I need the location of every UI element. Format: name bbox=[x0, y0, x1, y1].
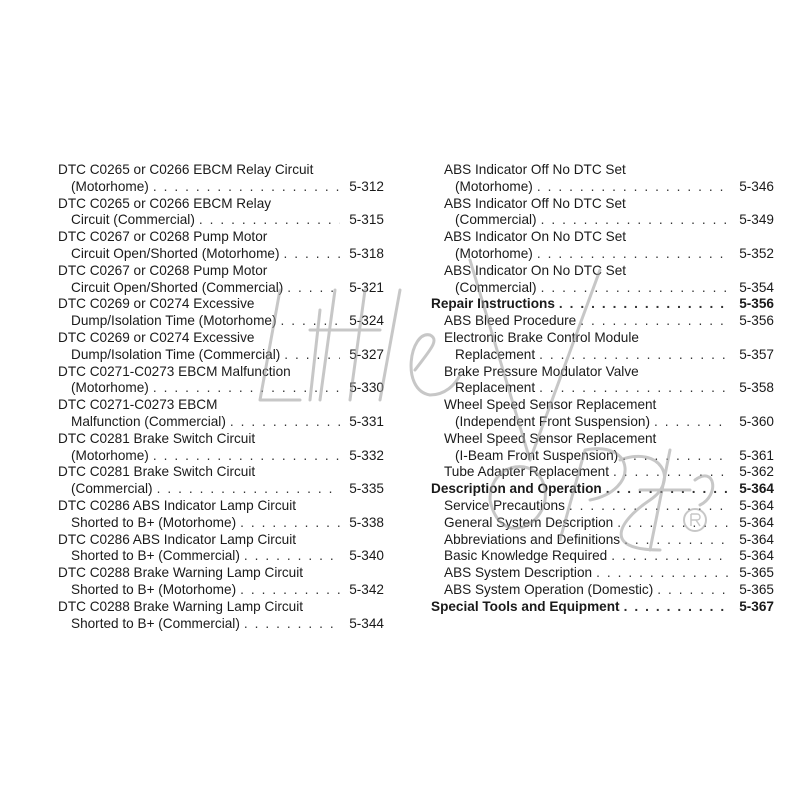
toc-entry[interactable] bbox=[431, 330, 774, 364]
toc-entry-title: ABS Indicator Off No DTC Set bbox=[444, 162, 626, 177]
toc-entry-line bbox=[431, 448, 774, 465]
leader-dots bbox=[657, 582, 730, 599]
toc-entry-line bbox=[431, 548, 774, 565]
toc-entry-title: Brake Pressure Modulator Valve bbox=[444, 363, 639, 379]
toc-entry-line bbox=[58, 599, 384, 616]
leader-dots bbox=[613, 464, 730, 481]
toc-entry-line bbox=[58, 532, 384, 549]
toc-entry-line bbox=[431, 515, 774, 532]
toc-entry-line bbox=[431, 246, 774, 263]
toc-page-number: 5-327 bbox=[349, 346, 384, 362]
toc-entry[interactable] bbox=[58, 565, 384, 599]
toc-entry-title: DTC C0265 or C0266 EBCM Relay bbox=[58, 195, 272, 211]
toc-entry-title: Repair Instructions bbox=[431, 296, 555, 312]
toc-entry-line bbox=[431, 364, 774, 381]
leader-dots bbox=[569, 498, 730, 515]
toc-entry-line bbox=[58, 414, 384, 431]
toc-entry-line bbox=[58, 616, 384, 633]
toc-page-number: 5-352 bbox=[739, 245, 774, 261]
toc-entry-title: Tube Adapter Replacement bbox=[444, 464, 609, 480]
toc-entry-title: Description and Operation bbox=[431, 481, 602, 497]
toc-entry-line bbox=[58, 464, 384, 481]
toc-entry-title: ABS Indicator On No DTC Set bbox=[444, 262, 627, 278]
toc-entry[interactable] bbox=[58, 364, 384, 398]
toc-page-number: 5-365 bbox=[739, 565, 774, 581]
toc-entry[interactable] bbox=[58, 431, 384, 465]
leader-dots bbox=[541, 280, 730, 297]
toc-page-number: 5-356 bbox=[739, 296, 774, 312]
toc-entry[interactable] bbox=[431, 481, 774, 498]
leader-dots bbox=[284, 246, 340, 263]
leader-dots bbox=[622, 448, 730, 465]
toc-entry-title: (Motorhome) bbox=[71, 178, 149, 194]
toc-entry-title: DTC C0271-C0273 EBCM Malfunction bbox=[58, 363, 291, 379]
leader-dots bbox=[541, 212, 730, 229]
toc-entry-line bbox=[58, 280, 384, 297]
leader-dots bbox=[537, 246, 730, 263]
toc-entry-title: (Independent Front Suspension) bbox=[455, 413, 650, 429]
toc-entry-line bbox=[431, 162, 774, 179]
toc-entry-title: ABS System Operation (Domestic) bbox=[444, 581, 654, 597]
toc-page-number: 5-330 bbox=[349, 380, 384, 396]
toc-entry-title: Wheel Speed Sensor Replacement bbox=[444, 430, 657, 446]
toc-entry[interactable] bbox=[58, 196, 384, 230]
toc-page-number: 5-342 bbox=[349, 581, 384, 597]
toc-entry[interactable] bbox=[431, 364, 774, 398]
toc-entry-line bbox=[431, 481, 774, 498]
toc-entry[interactable] bbox=[58, 229, 384, 263]
toc-entry-line bbox=[58, 515, 384, 532]
toc-entry-line bbox=[58, 212, 384, 229]
toc-entry-line bbox=[58, 313, 384, 330]
toc-entry-title: Dump/Isolation Time (Commercial) bbox=[71, 346, 281, 362]
leader-dots bbox=[580, 313, 730, 330]
toc-entry-line bbox=[58, 229, 384, 246]
toc-entry[interactable] bbox=[431, 515, 774, 532]
toc-entry-line bbox=[431, 397, 774, 414]
toc-entry-title: Basic Knowledge Required bbox=[444, 548, 608, 564]
toc-entry-title: ABS Indicator On No DTC Set bbox=[444, 229, 627, 245]
toc-entry-line bbox=[431, 313, 774, 330]
toc-entry-line bbox=[431, 296, 774, 313]
toc-entry-title: (Motorhome) bbox=[455, 178, 533, 194]
toc-entry-line bbox=[58, 481, 384, 498]
toc-entry-title: (Motorhome) bbox=[455, 245, 533, 261]
toc-entry-title: (Motorhome) bbox=[71, 447, 149, 463]
toc-page-number: 5-335 bbox=[349, 481, 384, 497]
toc-right-column bbox=[431, 162, 774, 616]
toc-entry-title: Circuit Open/Shorted (Motorhome) bbox=[71, 245, 280, 261]
toc-page-number: 5-367 bbox=[739, 598, 774, 614]
toc-entry-line bbox=[58, 330, 384, 347]
leader-dots bbox=[244, 616, 340, 633]
toc-left-column bbox=[58, 162, 384, 632]
toc-entry-title: DTC C0281 Brake Switch Circuit bbox=[58, 430, 256, 446]
toc-entry-title: (Commercial) bbox=[455, 279, 537, 295]
toc-entry-line bbox=[431, 464, 774, 481]
toc-page-number: 5-364 bbox=[739, 514, 774, 530]
toc-page-number: 5-361 bbox=[739, 447, 774, 463]
toc-entry[interactable] bbox=[58, 599, 384, 633]
toc-entry[interactable] bbox=[58, 162, 384, 196]
toc-entry-title: ABS Bleed Procedure bbox=[444, 313, 577, 329]
toc-entry-line bbox=[58, 162, 384, 179]
toc-entry-line bbox=[431, 229, 774, 246]
toc-entry-line bbox=[58, 380, 384, 397]
toc-entry-title: (Motorhome) bbox=[71, 380, 149, 396]
leader-dots bbox=[240, 582, 340, 599]
toc-entry-title: Replacement bbox=[455, 380, 536, 396]
toc-page-number: 5-340 bbox=[349, 548, 384, 564]
toc-entry-title: Shorted to B+ (Motorhome) bbox=[71, 514, 237, 530]
toc-page-number: 5-349 bbox=[739, 212, 774, 228]
toc-entry[interactable] bbox=[431, 263, 774, 297]
toc-entry-title: DTC C0286 ABS Indicator Lamp Circuit bbox=[58, 497, 296, 513]
toc-page-number: 5-364 bbox=[739, 531, 774, 547]
toc-entry-title: Electronic Brake Control Module bbox=[444, 329, 639, 345]
toc-page-number: 5-362 bbox=[739, 464, 774, 480]
toc-entry-line bbox=[431, 599, 774, 616]
toc-entry-line bbox=[58, 196, 384, 213]
toc-entry-title: DTC C0267 or C0268 Pump Motor bbox=[58, 262, 268, 278]
toc-page-number: 5-331 bbox=[349, 413, 384, 429]
toc-entry-line bbox=[431, 414, 774, 431]
leader-dots bbox=[153, 448, 340, 465]
toc-entry-line bbox=[58, 246, 384, 263]
toc-entry[interactable] bbox=[58, 397, 384, 431]
toc-page-number: 5-315 bbox=[349, 212, 384, 228]
toc-entry-title: Dump/Isolation Time (Motorhome) bbox=[71, 313, 277, 329]
leader-dots bbox=[157, 481, 340, 498]
toc-entry-line bbox=[58, 179, 384, 196]
toc-page-number: 5-312 bbox=[349, 178, 384, 194]
toc-entry[interactable] bbox=[431, 431, 774, 465]
toc-page-number: 5-332 bbox=[349, 447, 384, 463]
toc-entry-line bbox=[431, 212, 774, 229]
toc-entry-line bbox=[58, 431, 384, 448]
toc-page-number: 5-324 bbox=[349, 313, 384, 329]
leader-dots bbox=[537, 179, 730, 196]
toc-entry-line bbox=[431, 179, 774, 196]
toc-entry-title: DTC C0271-C0273 EBCM bbox=[58, 397, 218, 413]
toc-entry[interactable] bbox=[431, 548, 774, 565]
toc-entry-title: Wheel Speed Sensor Replacement bbox=[444, 397, 657, 413]
toc-page-number: 5-354 bbox=[739, 279, 774, 295]
toc-entry-line bbox=[58, 347, 384, 364]
toc-entry-title: (I-Beam Front Suspension) bbox=[455, 447, 619, 463]
toc-entry-title: Shorted to B+ (Commercial) bbox=[71, 615, 240, 631]
leader-dots bbox=[153, 179, 340, 196]
leader-dots bbox=[284, 347, 340, 364]
leader-dots bbox=[596, 565, 730, 582]
toc-entry-line bbox=[431, 330, 774, 347]
leader-dots bbox=[244, 548, 340, 565]
toc-entry-line bbox=[431, 196, 774, 213]
toc-entry-title: DTC C0281 Brake Switch Circuit bbox=[58, 464, 256, 480]
toc-entry-line bbox=[58, 263, 384, 280]
leader-dots bbox=[559, 296, 730, 313]
toc-entry-line bbox=[431, 431, 774, 448]
toc-page-number: 5-344 bbox=[349, 615, 384, 631]
leader-dots bbox=[606, 481, 730, 498]
toc-entry-line bbox=[431, 582, 774, 599]
toc-entry-line bbox=[58, 548, 384, 565]
toc-entry-title: ABS System Description bbox=[444, 565, 593, 581]
toc-entry-title: DTC C0288 Brake Warning Lamp Circuit bbox=[58, 598, 304, 614]
toc-entry-title: (Commercial) bbox=[71, 481, 153, 497]
toc-entry[interactable] bbox=[58, 532, 384, 566]
toc-entry[interactable] bbox=[58, 296, 384, 330]
toc-entry[interactable] bbox=[58, 263, 384, 297]
toc-entry-line bbox=[58, 397, 384, 414]
toc-entry-title: Replacement bbox=[455, 346, 536, 362]
toc-entry[interactable] bbox=[58, 498, 384, 532]
toc-entry-title: Circuit (Commercial) bbox=[71, 212, 195, 228]
toc-entry-line bbox=[58, 448, 384, 465]
toc-entry-line bbox=[431, 498, 774, 515]
leader-dots bbox=[153, 380, 340, 397]
toc-entry-line bbox=[431, 263, 774, 280]
toc-entry-line bbox=[58, 582, 384, 599]
toc-entry-title: DTC C0267 or C0268 Pump Motor bbox=[58, 229, 268, 245]
leader-dots bbox=[654, 414, 730, 431]
toc-page-number: 5-364 bbox=[739, 548, 774, 564]
toc-entry-line bbox=[58, 565, 384, 582]
toc-page-number: 5-364 bbox=[739, 497, 774, 513]
toc-page-number: 5-365 bbox=[739, 581, 774, 597]
toc-entry[interactable] bbox=[431, 582, 774, 599]
leader-dots bbox=[281, 313, 341, 330]
toc-entry[interactable] bbox=[431, 532, 774, 549]
toc-entry-title: Service Precautions bbox=[444, 497, 565, 513]
toc-entry-title: DTC C0269 or C0274 Excessive bbox=[58, 329, 255, 345]
toc-entry-title: Special Tools and Equipment bbox=[431, 598, 620, 614]
toc-entry-title: Shorted to B+ (Commercial) bbox=[71, 548, 240, 564]
leader-dots bbox=[539, 380, 730, 397]
toc-entry[interactable] bbox=[431, 397, 774, 431]
toc-entry[interactable] bbox=[431, 296, 774, 313]
leader-dots bbox=[617, 515, 730, 532]
toc-entry-title: Abbreviations and Definitions bbox=[444, 531, 621, 547]
leader-dots bbox=[611, 548, 730, 565]
leader-dots bbox=[539, 347, 730, 364]
toc-entry[interactable] bbox=[431, 196, 774, 230]
toc-entry-line bbox=[431, 280, 774, 297]
toc-entry-title: General System Description bbox=[444, 514, 614, 530]
toc-page-number: 5-318 bbox=[349, 245, 384, 261]
toc-entry[interactable] bbox=[431, 498, 774, 515]
leader-dots bbox=[624, 599, 730, 616]
toc-entry-line bbox=[431, 347, 774, 364]
toc-page-number: 5-360 bbox=[739, 413, 774, 429]
toc-entry-title: DTC C0286 ABS Indicator Lamp Circuit bbox=[58, 531, 296, 547]
toc-entry-title: Malfunction (Commercial) bbox=[71, 413, 226, 429]
toc-entry[interactable] bbox=[58, 330, 384, 364]
toc-entry[interactable] bbox=[431, 464, 774, 481]
toc-page-number: 5-338 bbox=[349, 514, 384, 530]
leader-dots bbox=[199, 212, 340, 229]
toc-entry[interactable] bbox=[431, 162, 774, 196]
toc-page-number: 5-346 bbox=[739, 178, 774, 194]
leader-dots bbox=[287, 280, 340, 297]
toc-entry-line bbox=[431, 380, 774, 397]
toc-page-number: 5-358 bbox=[739, 380, 774, 396]
toc-entry[interactable] bbox=[58, 464, 384, 498]
toc-page-number: 5-357 bbox=[739, 346, 774, 362]
toc-page-number: 5-321 bbox=[349, 279, 384, 295]
toc-entry-title: DTC C0269 or C0274 Excessive bbox=[58, 296, 255, 312]
toc-entry[interactable] bbox=[431, 599, 774, 616]
toc-entry-line bbox=[58, 296, 384, 313]
toc-page-number: 5-356 bbox=[739, 313, 774, 329]
toc-entry-title: Shorted to B+ (Motorhome) bbox=[71, 581, 237, 597]
toc-entry-line bbox=[431, 565, 774, 582]
toc-entry-title: DTC C0265 or C0266 EBCM Relay Circuit bbox=[58, 162, 314, 177]
toc-entry[interactable] bbox=[431, 229, 774, 263]
toc-page-number: 5-364 bbox=[739, 481, 774, 497]
toc-entry[interactable] bbox=[431, 313, 774, 330]
toc-entry[interactable] bbox=[431, 565, 774, 582]
toc-entry-line bbox=[58, 498, 384, 515]
toc-entry-title: Circuit Open/Shorted (Commercial) bbox=[71, 279, 284, 295]
leader-dots bbox=[624, 532, 730, 549]
toc-entry-line bbox=[431, 532, 774, 549]
leader-dots bbox=[240, 515, 340, 532]
toc-entry-title: ABS Indicator Off No DTC Set bbox=[444, 195, 626, 211]
toc-entry-title: (Commercial) bbox=[455, 212, 537, 228]
toc-entry-line bbox=[58, 364, 384, 381]
leader-dots bbox=[230, 414, 340, 431]
toc-entry-title: DTC C0288 Brake Warning Lamp Circuit bbox=[58, 565, 304, 581]
